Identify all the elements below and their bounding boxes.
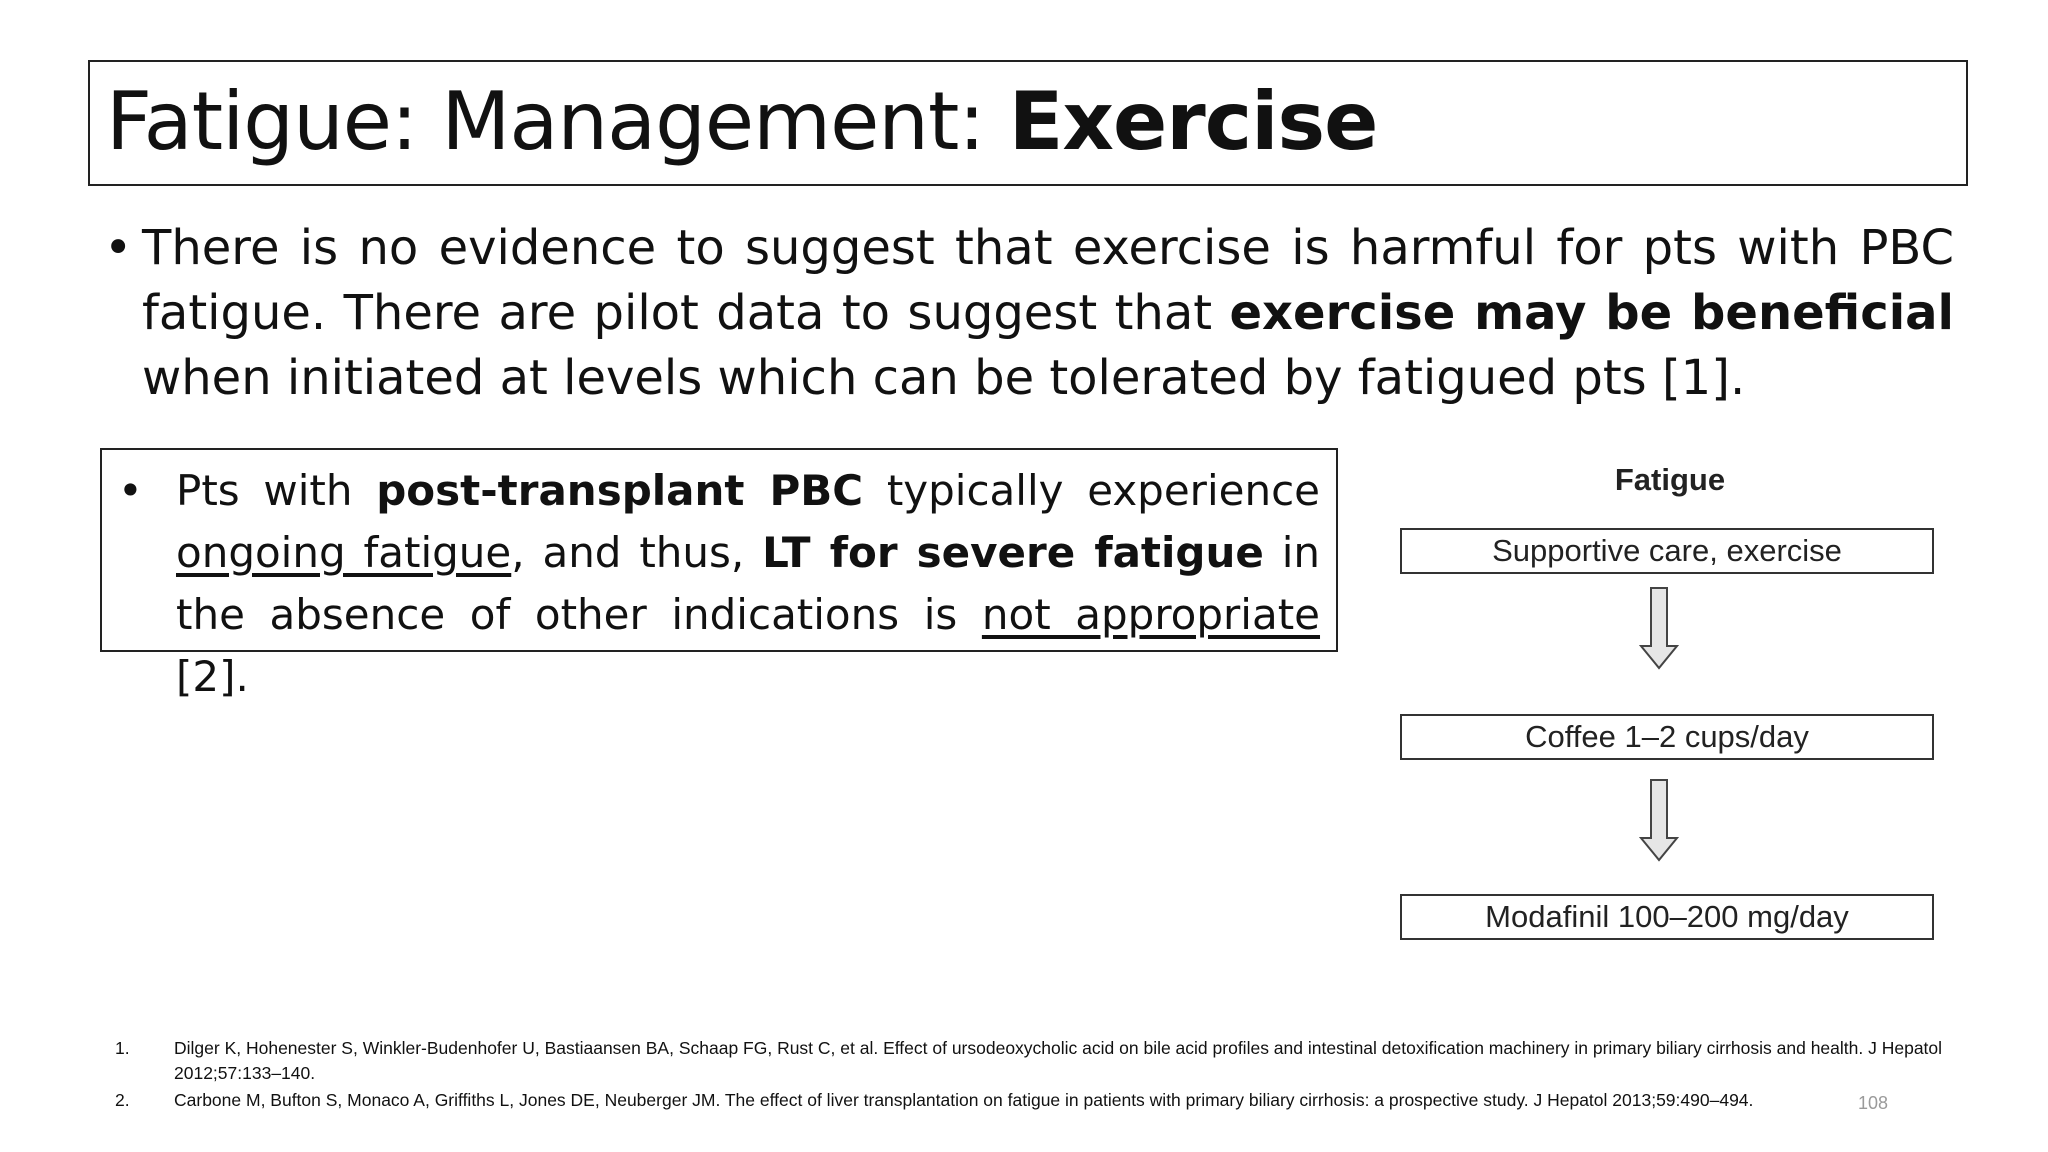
bullet-marker: • <box>118 466 143 515</box>
fatigue-flowchart <box>1390 458 1950 948</box>
transplant-bold-1: post-transplant PBC <box>376 466 864 515</box>
flowchart-step-modafinil: Modafinil 100–200 mg/day <box>1400 894 1934 940</box>
page-number: 108 <box>1858 1093 1889 1113</box>
transplant-note-box <box>100 448 1338 701</box>
flowchart-step-supportive-care: Supportive care, exercise <box>1400 528 1934 574</box>
transplant-text-4: in the absence of other indications is <box>176 528 1320 639</box>
transplant-text-1: Pts with <box>176 466 377 515</box>
reference-item <box>115 1088 1975 1113</box>
transplant-text-5: [2]. <box>176 652 249 701</box>
main-bullet-text <box>142 216 1954 411</box>
reference-item <box>115 1036 1975 1086</box>
reference-number: 2. <box>115 1090 130 1110</box>
flowchart-step-coffee: Coffee 1–2 cups/day <box>1400 714 1934 760</box>
reference-text: Dilger K, Hohenester S, Winkler-Budenhofer U, Bastiaansen BA, Schaap FG, Rust C, et al. Effect of ursodeoxycholic acid on bile acid profiles and intestinal detoxification machinery in primary biliary cirrhosis and health. J Hepatol 2012;57:133–140. <box>174 1038 1943 1083</box>
transplant-bold-2: LT for severe fatigue <box>762 528 1264 577</box>
references-list <box>115 1036 1975 1115</box>
main-bullet-point <box>104 216 1954 411</box>
main-bullet-emphasis: exercise may be beneficial <box>1229 285 1955 341</box>
slide-title-bold: Exercise <box>1008 75 1378 168</box>
reference-text: Carbone M, Bufton S, Monaco A, Griffiths L, Jones DE, Neuberger JM. The effect of liver transplantation on fatigue in patients with primary biliary cirrhosis: a prospective study. J Hepatol 2013;59:490–494. <box>174 1090 1754 1110</box>
down-arrow-icon <box>1639 778 1679 862</box>
reference-number: 1. <box>115 1038 130 1058</box>
down-arrow-icon <box>1639 586 1679 670</box>
flowchart-title: Fatigue <box>1614 462 1726 497</box>
transplant-note-text <box>176 460 1320 708</box>
transplant-text-2: typically experience <box>863 466 1320 515</box>
slide-title <box>106 72 1377 172</box>
transplant-underline-1: ongoing fatigue <box>176 528 512 577</box>
transplant-text-3: , and thus, <box>511 528 763 577</box>
bullet-marker: • <box>104 220 133 276</box>
main-bullet-text-part-2: when initiated at levels which can be tolerated by fatigued pts [1]. <box>142 350 1746 406</box>
transplant-underline-2: not appropriate <box>981 590 1321 639</box>
title-box <box>88 60 1968 186</box>
main-bullet-text-part-1: There is no evidence to suggest that exercise is harmful for pts with PBC fatigue. There are pilot data to suggest that <box>142 220 1954 341</box>
slide-title-normal: Fatigue: Management: <box>106 75 1009 168</box>
